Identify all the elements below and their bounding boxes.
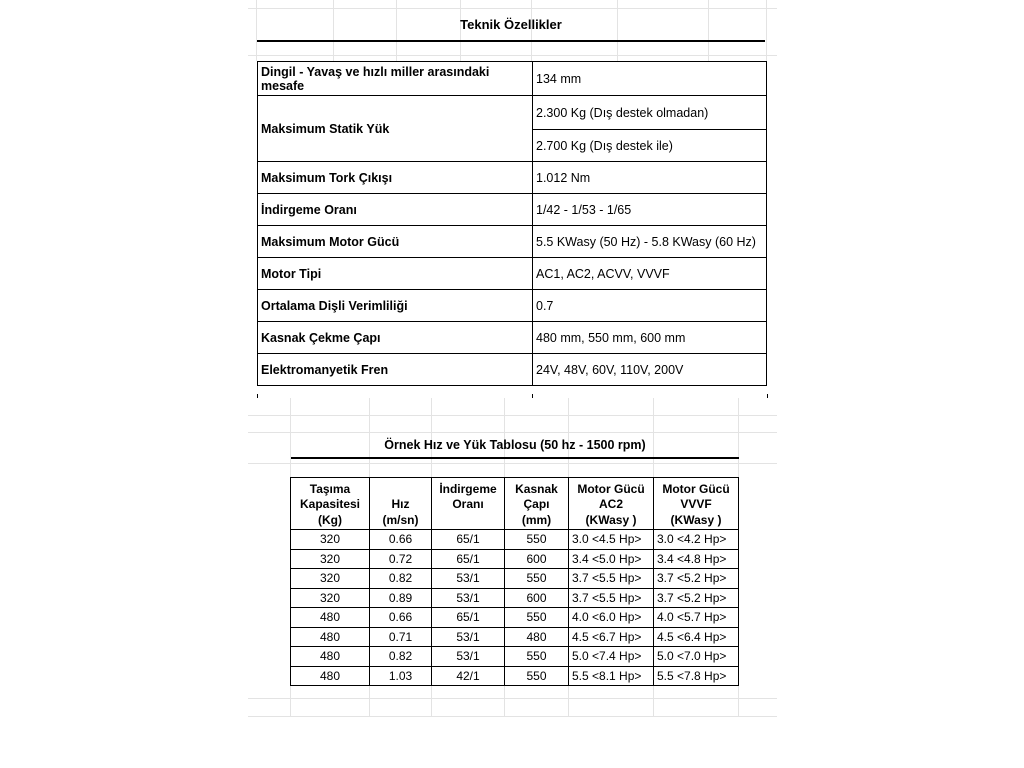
spec-row (258, 96, 767, 130)
table-cell: 0.72 (370, 549, 432, 569)
header-row (291, 478, 739, 513)
spec-value: 134 mm (533, 62, 767, 96)
table-cell: 320 (291, 569, 370, 589)
table-cell: 65/1 (432, 530, 505, 550)
column-header: İndirgeme Oranı (432, 478, 505, 513)
table-row (291, 608, 739, 628)
spec-title-underline (257, 40, 765, 42)
table-cell: 320 (291, 530, 370, 550)
table-cell: 5.5 <8.1 Hp> (569, 666, 654, 686)
column-unit: (Kg) (291, 512, 370, 530)
table-cell: 5.5 <7.8 Hp> (654, 666, 739, 686)
table-cell: 42/1 (432, 666, 505, 686)
spec-value: 480 mm, 550 mm, 600 mm (533, 322, 767, 354)
spec-label: Maksimum Statik Yük (258, 96, 533, 162)
table-cell: 0.89 (370, 588, 432, 608)
column-header: Hız (370, 478, 432, 513)
spec-title: Teknik Özellikler (460, 16, 562, 32)
table-cell: 5.0 <7.0 Hp> (654, 647, 739, 667)
table-cell: 320 (291, 549, 370, 569)
column-header: Taşıma Kapasitesi (291, 478, 370, 513)
spec-row (258, 290, 767, 322)
table-cell: 3.0 <4.2 Hp> (654, 530, 739, 550)
table-row (291, 588, 739, 608)
spec-row (258, 162, 767, 194)
table-cell: 550 (505, 666, 569, 686)
spec-row (258, 258, 767, 290)
spec-label: Maksimum Tork Çıkışı (258, 162, 533, 194)
sample-table-title: Örnek Hız ve Yük Tablosu (50 hz - 1500 rpm) (384, 438, 646, 452)
column-unit (432, 512, 505, 530)
spec-label: Ortalama Dişli Verimliliği (258, 290, 533, 322)
spec-row (258, 322, 767, 354)
table-cell: 3.7 <5.2 Hp> (654, 569, 739, 589)
spec-label: Kasnak Çekme Çapı (258, 322, 533, 354)
table-cell: 65/1 (432, 549, 505, 569)
spec-value: 1.012 Nm (533, 162, 767, 194)
spec-label: Dingil - Yavaş ve hızlı miller arasındaki mesafe (258, 62, 533, 96)
table-cell: 600 (505, 588, 569, 608)
table-cell: 3.4 <4.8 Hp> (654, 549, 739, 569)
table-row (291, 530, 739, 550)
column-unit: (m/sn) (370, 512, 432, 530)
sample-table (290, 477, 739, 686)
table-cell: 480 (291, 666, 370, 686)
spec-label: Motor Tipi (258, 258, 533, 290)
table-cell: 480 (291, 627, 370, 647)
spec-table-cut-divider (532, 394, 533, 398)
table-cell: 65/1 (432, 608, 505, 628)
table-cell: 480 (291, 647, 370, 667)
column-unit: (KWasy ) (569, 512, 654, 530)
table-cell: 4.5 <6.4 Hp> (654, 627, 739, 647)
spec-value: 1/42 - 1/53 - 1/65 (533, 194, 767, 226)
table-cell: 0.82 (370, 569, 432, 589)
table-cell: 4.0 <5.7 Hp> (654, 608, 739, 628)
table-cell: 3.0 <4.5 Hp> (569, 530, 654, 550)
table-cell: 53/1 (432, 647, 505, 667)
unit-row (291, 512, 739, 530)
spec-value: 5.5 KWasy (50 Hz) - 5.8 KWasy (60 Hz) (533, 226, 767, 258)
spec-value: 2.300 Kg (Dış destek olmadan) (533, 96, 767, 130)
table-cell: 550 (505, 608, 569, 628)
sample-title-underline (291, 457, 739, 459)
table-cell: 4.5 <6.7 Hp> (569, 627, 654, 647)
table-row (291, 647, 739, 667)
column-header: Kasnak Çapı (505, 478, 569, 513)
table-cell: 53/1 (432, 588, 505, 608)
table-cell: 3.7 <5.5 Hp> (569, 588, 654, 608)
table-cell: 0.66 (370, 608, 432, 628)
column-header: Motor Gücü AC2 (569, 478, 654, 513)
table-cell: 0.82 (370, 647, 432, 667)
table-row (291, 627, 739, 647)
table-cell: 600 (505, 549, 569, 569)
spec-label: İndirgeme Oranı (258, 194, 533, 226)
table-cell: 550 (505, 530, 569, 550)
table-cell: 480 (505, 627, 569, 647)
table-cell: 53/1 (432, 627, 505, 647)
table-row (291, 549, 739, 569)
table-cell: 5.0 <7.4 Hp> (569, 647, 654, 667)
spec-row (258, 354, 767, 386)
spec-row (258, 194, 767, 226)
table-cell: 3.7 <5.5 Hp> (569, 569, 654, 589)
table-cell: 550 (505, 647, 569, 667)
spec-label: Maksimum Motor Gücü (258, 226, 533, 258)
table-row (291, 569, 739, 589)
spec-label: Elektromanyetik Fren (258, 354, 533, 386)
column-unit: (mm) (505, 512, 569, 530)
table-cell: 320 (291, 588, 370, 608)
column-header: Motor Gücü VVVF (654, 478, 739, 513)
spec-value: 24V, 48V, 60V, 110V, 200V (533, 354, 767, 386)
spec-row (258, 226, 767, 258)
spec-value: AC1, AC2, ACVV, VVVF (533, 258, 767, 290)
table-cell: 0.71 (370, 627, 432, 647)
table-cell: 480 (291, 608, 370, 628)
table-cell: 1.03 (370, 666, 432, 686)
spec-value: 2.700 Kg (Dış destek ile) (533, 130, 767, 162)
table-cell: 53/1 (432, 569, 505, 589)
table-cell: 3.7 <5.2 Hp> (654, 588, 739, 608)
table-cell: 550 (505, 569, 569, 589)
table-cell: 4.0 <6.0 Hp> (569, 608, 654, 628)
spec-value: 0.7 (533, 290, 767, 322)
table-row (291, 666, 739, 686)
table-cell: 3.4 <5.0 Hp> (569, 549, 654, 569)
spec-row (258, 62, 767, 96)
spec-table (257, 61, 767, 386)
column-unit: (KWasy ) (654, 512, 739, 530)
spec-table-cut-edge (257, 394, 768, 398)
table-cell: 0.66 (370, 530, 432, 550)
